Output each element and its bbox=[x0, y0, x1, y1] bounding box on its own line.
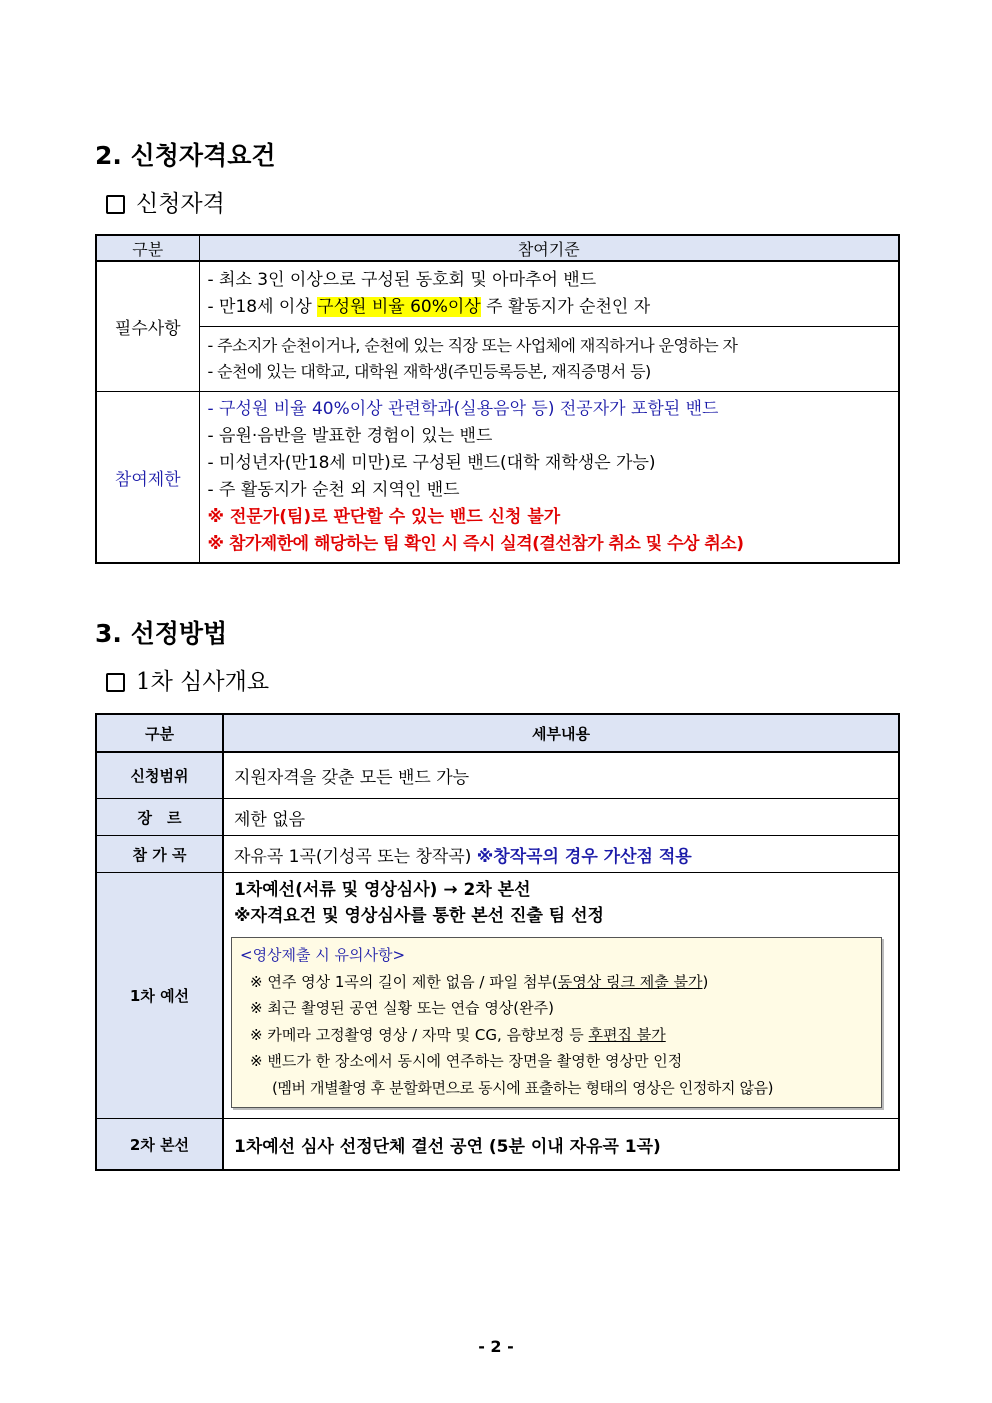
header-criteria: 참여기준 bbox=[199, 235, 899, 261]
text: ※ 연주 영상 1곡의 길이 제한 없음 / 파일 첨부( bbox=[250, 972, 558, 991]
list-item bbox=[208, 294, 891, 321]
notice-item bbox=[240, 1022, 871, 1049]
section-3-subtitle bbox=[106, 668, 269, 696]
list-item: - 주소지가 순천이거나, 순천에 있는 직장 또는 사업체에 재직하거나 운영하는 자 bbox=[207, 336, 738, 355]
table-row bbox=[96, 836, 899, 873]
notice-item: (멤버 개별촬영 후 분할화면으로 동시에 표출하는 형태의 영상은 인정하지 않음) bbox=[272, 1078, 774, 1097]
bonus-note: ※창작곡의 경우 가산점 적용 bbox=[476, 846, 692, 867]
prelim-line: 1차예선(서류 및 영상심사) → 2차 본선 bbox=[234, 880, 531, 900]
underlined-text: 동영상 링크 제출 불가 bbox=[557, 972, 703, 991]
checkbox-square-icon bbox=[106, 673, 125, 692]
header-category: 구분 bbox=[96, 714, 223, 752]
underlined-text: 후편집 불가 bbox=[588, 1025, 666, 1044]
warning-item: ※ 참가제한에 해당하는 팀 확인 시 즉시 실격(결선참가 취소 및 수상 취소) bbox=[207, 534, 744, 554]
required-lines-b bbox=[199, 327, 899, 392]
section-2-subtitle bbox=[106, 190, 225, 218]
restrict-lines bbox=[199, 392, 899, 564]
text: - 만18세 이상 bbox=[207, 297, 318, 317]
table-row bbox=[96, 873, 899, 1119]
notice-item bbox=[240, 969, 871, 996]
table-row bbox=[96, 327, 899, 392]
warning-item: ※ 전문가(팀)로 판단할 수 있는 밴드 신청 불가 bbox=[207, 507, 561, 527]
list-item: - 순천에 있는 대학교, 대학원 재학생(주민등록등본, 재직증명서 등) bbox=[207, 362, 651, 381]
notice-item: ※ 밴드가 한 장소에서 동시에 연주하는 장면을 촬영한 영상만 인정 bbox=[250, 1052, 683, 1070]
header-details: 세부내용 bbox=[223, 714, 899, 752]
row-value: 지원자격을 갖춘 모든 밴드 가능 bbox=[223, 752, 899, 799]
row-label: 2차 본선 bbox=[96, 1119, 223, 1171]
subtitle-text: 신청자격 bbox=[136, 191, 225, 217]
prelim-line: ※자격요건 및 영상심사를 통한 본선 진출 팀 선정 bbox=[234, 906, 604, 926]
required-label: 필수사항 bbox=[96, 261, 199, 392]
table-row bbox=[96, 799, 899, 836]
text: ※ 카메라 고정촬영 영상 / 자막 및 CG, 음향보정 등 bbox=[250, 1025, 589, 1044]
table-header-row bbox=[96, 714, 899, 752]
restrict-label: 참여제한 bbox=[96, 392, 199, 564]
eligibility-table bbox=[95, 234, 900, 564]
table-header-row bbox=[96, 235, 899, 261]
subtitle-text: 1차 심사개요 bbox=[136, 669, 270, 695]
row-value bbox=[223, 873, 899, 1119]
text: ) bbox=[702, 972, 709, 991]
table-row bbox=[96, 261, 899, 327]
row-label: 참 가 곡 bbox=[96, 836, 223, 873]
required-lines-a bbox=[199, 261, 899, 327]
list-item: - 최소 3인 이상으로 구성된 동호회 및 아마추어 밴드 bbox=[207, 270, 597, 290]
list-item: - 음원·음반을 발표한 경험이 있는 밴드 bbox=[207, 426, 493, 446]
table-row bbox=[96, 752, 899, 799]
list-item: - 주 활동지가 순천 외 지역인 밴드 bbox=[207, 480, 460, 500]
row-label: 신청범위 bbox=[96, 752, 223, 799]
list-item: - 구성원 비율 40%이상 관련학과(실용음악 등) 전공자가 포함된 밴드 bbox=[207, 399, 719, 419]
notice-item: ※ 최근 촬영된 공연 실황 또는 연습 영상(완주) bbox=[250, 999, 554, 1017]
highlight-text: 구성원 비율 60%이상 bbox=[317, 297, 481, 317]
row-label: 1차 예선 bbox=[96, 873, 223, 1119]
video-notice-box bbox=[231, 937, 882, 1108]
table-row bbox=[96, 1119, 899, 1171]
list-item: - 미성년자(만18세 미만)로 구성된 밴드(대학 재학생은 가능) bbox=[207, 453, 656, 473]
row-label: 장 르 bbox=[96, 799, 223, 836]
row-value bbox=[223, 836, 899, 873]
section-2-title: 2. 신청자격요건 bbox=[95, 141, 276, 170]
text: 주 활동지가 순천인 자 bbox=[480, 297, 651, 317]
checkbox-square-icon bbox=[106, 195, 125, 214]
notice-title: <영상제출 시 유의사항> bbox=[240, 946, 406, 964]
section-3-title: 3. 선정방법 bbox=[95, 619, 228, 648]
page-number: - 2 - bbox=[478, 1337, 514, 1356]
row-value: 제한 없음 bbox=[223, 799, 899, 836]
text: 자유곡 1곡(기성곡 또는 창작곡) bbox=[234, 846, 477, 867]
header-category: 구분 bbox=[96, 235, 199, 261]
table-row bbox=[96, 392, 899, 564]
row-value: 1차예선 심사 선정단체 결선 공연 (5분 이내 자유곡 1곡) bbox=[223, 1119, 899, 1171]
screening-table bbox=[95, 713, 900, 1171]
